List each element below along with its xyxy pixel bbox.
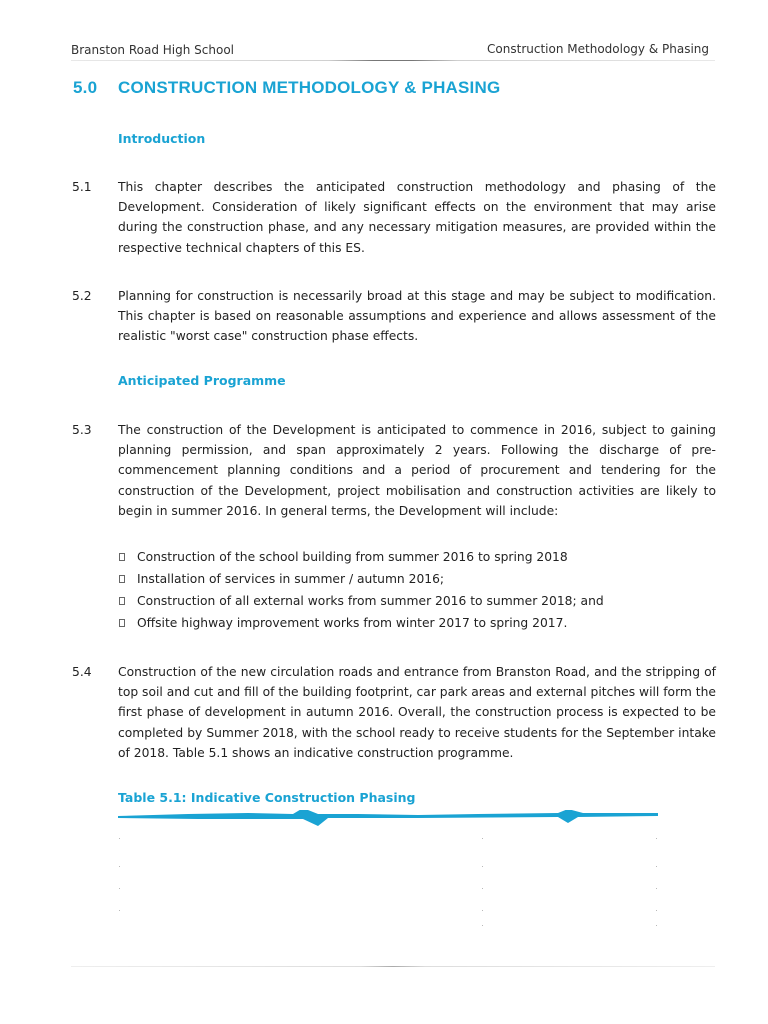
paragraph-text: Construction of the new circulation roads and entrance from Branston Road, and the stripping of top soil and cut and fill of the building footprint, car park areas and external pitches will form the first phase of development in autumn 2016. Overall, the construction process is expected to be completed by Summer 2018, with the school ready to receive students for the September intake of 2018. Table 5.1 shows an indicative construction programme. (118, 665, 716, 760)
section-heading-programme: Anticipated Programme (118, 373, 286, 388)
header-chapter-name: Construction Methodology & Phasing (487, 42, 709, 56)
footer-divider (71, 966, 715, 967)
chapter-title-text: CONSTRUCTION METHODOLOGY & PHASING (118, 78, 501, 97)
list-item-text: Construction of all external works from summer 2016 to summer 2018; and (137, 594, 604, 608)
table-gridline (656, 838, 657, 928)
chapter-number: 5.0 (73, 78, 98, 97)
list-item-text: Installation of services in summer / autumn 2016; (137, 572, 445, 586)
list-item (118, 591, 718, 613)
bullet-box-icon (119, 619, 125, 627)
list-item (118, 547, 718, 569)
paragraph-text: Planning for construction is necessarily broad at this stage and may be subject to modification. This chapter is based on reasonable assumptions and experience and allows assessment of the realistic "worst case" construction phase effects. (118, 289, 716, 344)
table-caption: Table 5.1: Indicative Construction Phasing (118, 790, 416, 805)
page-header (71, 40, 715, 60)
section-heading-introduction: Introduction (118, 131, 206, 146)
table-gridline (482, 838, 483, 928)
paragraph-number: 5.4 (72, 665, 92, 679)
paragraph-number: 5.3 (72, 423, 92, 437)
header-school-name: Branston Road High School (71, 43, 235, 57)
chapter-title (73, 78, 500, 98)
bullet-box-icon (119, 597, 125, 605)
paragraph-number: 5.1 (72, 180, 92, 194)
paragraph-text: This chapter describes the anticipated construction methodology and phasing of the Development. Consideration of likely significant effects on the environment that may arise during the construction phase, and any necessary mitigation measures, are provided within the respective technical chapters of this ES. (118, 180, 716, 255)
paragraph-number: 5.2 (72, 289, 92, 303)
list-item (118, 613, 718, 635)
header-divider (71, 60, 715, 61)
paragraph-text: The construction of the Development is anticipated to commence in 2016, subject to gaining planning permission, and span approximately 2 years. Following the discharge of pre-commencement planning conditions and a period of procurement and tendering for the construction of the Development, project mobilisation and construction activities are likely to begin in summer 2016. In general terms, the Development will include: (118, 423, 716, 518)
bullet-box-icon (119, 575, 125, 583)
bullet-box-icon (119, 553, 125, 561)
list-item (118, 569, 718, 591)
list-item-text: Construction of the school building from summer 2016 to spring 2018 (137, 550, 568, 564)
list-item-text: Offsite highway improvement works from winter 2017 to spring 2017. (137, 616, 568, 630)
bullet-list (118, 547, 718, 635)
table-header-graphic (118, 810, 658, 830)
table-gridline (119, 838, 120, 928)
